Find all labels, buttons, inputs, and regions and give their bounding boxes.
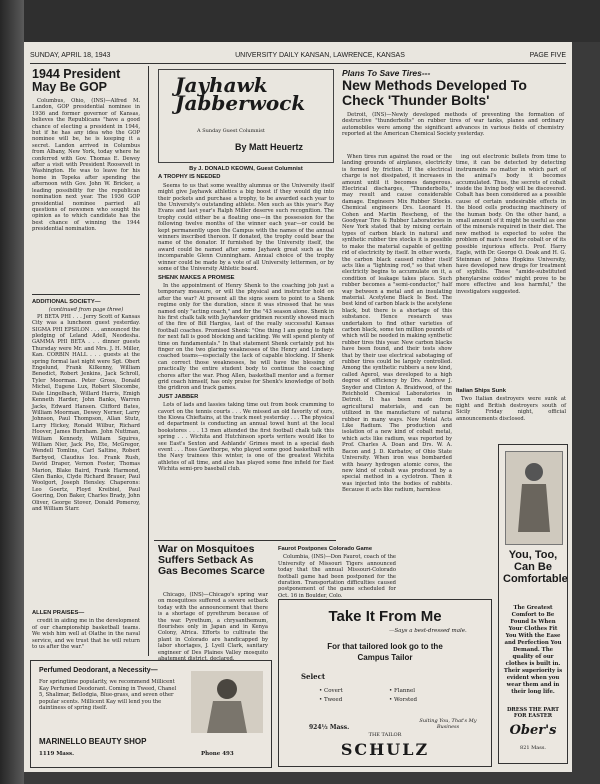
- option-label: Worsted: [394, 697, 418, 703]
- divider: [32, 294, 140, 295]
- obers-body: The Greatest Comfort to Be Found Is When Your Clothes Fit You With the Ease and Perfection You Demand. The quality of our clothes is built in. Their superiority is evident when you wear them and in their long life.: [503, 605, 563, 695]
- jayhawk-author: By Matt Heuertz: [235, 142, 304, 152]
- option-label: Flannel: [394, 688, 415, 694]
- thunderbolts-lead-text: Detroit, (INS)—Newly developed methods of preventing the formation of destructive "thunderbolts" on rubber tires of war tanks, planes and ordinary automobiles were among the significant advances in various fields of chemistry reported at the American Chemical Society yesterday.: [342, 112, 564, 138]
- mosquito-body: Chicago, (INS)—Chicago's spring war on mosquitoes suffered a severe setback today with the announcement that there is a shortage of pyrethrum because of the war. Pyrethum, a chrysanthemum, flourishes only in Japan and in Kenya Colony, Africa. Efforts to cultivate the plant in Colorado are handicapped by labor shortages, J. Lyell Clark, sanitary engineer of Des Plaines Valley mosquito: [158, 592, 268, 656]
- header-paper: UNIVERSITY DAILY KANSAN, LAWRENCE, KANSAS: [235, 52, 405, 59]
- column-rule: [148, 66, 149, 656]
- person-illustration-icon: [506, 452, 562, 544]
- headline-thunderbolts: New Methods Developed To Check 'Thunder Bolts': [342, 77, 527, 108]
- marinello-brand: MARINELLO BEAUTY SHOP: [39, 737, 147, 746]
- trophy-body: Seems to us that some wealthy alumnus or the University itself might give Jayhawk athletics a big boost if they would dig into their pockets and purchase a trophy, to be awarded each year to the University's outstanding athlete. Men such as this year's Ray Evans and last year's Ralph Miller deserve such recognition. The trophy could either be a floating one—in the possession for the following twelve months of the winner each year—or could be kept permanently upon the Campus with the names of the annual winners inscribed thereon. If donated, the trophy could bear the name of the donator. If furnished by the University itself, the award could be named after some Jayhawk great such as the incomparable Glenn Cunningham. Annual choice of the trophy winner could be made by a vote of all University lettermen, or by some of the University Athletic board.: [158, 182, 334, 273]
- takeit-select: Select: [301, 672, 326, 681]
- jayhawk-subtitle: A Sunday Guest Columnist: [197, 128, 265, 134]
- article-society: [32, 297, 140, 605]
- takeit-sub: —Says a best-dressed male.: [389, 628, 467, 634]
- takeit-suiting: Suiting You, That's My Business: [419, 718, 477, 730]
- takeit-line1: For that tailored look go to the: [327, 642, 443, 651]
- faurot-heading: Faurot Postpones Colorado Game: [278, 546, 373, 552]
- scan-border-left: [0, 0, 24, 784]
- article-allen: [32, 608, 140, 656]
- takeit-headline: Take It From Me: [328, 608, 442, 625]
- thunderbolts-col-a: [342, 154, 452, 597]
- scan-border-top: [0, 0, 600, 42]
- allen-body: credit in aiding me in the development of our championship basketball teams. We wish him well at Olathe in the naval service, and we trust that he will return to us after the war.": [32, 618, 140, 651]
- marinello-phone: Phone 493: [201, 751, 234, 757]
- option-covert: • Covert: [319, 688, 343, 694]
- ad-illustration: [505, 451, 563, 545]
- ad-obers: [498, 444, 568, 764]
- option-label: Tweed: [324, 697, 343, 703]
- takeit-address: 924½ Mass.: [309, 724, 350, 731]
- jayhawk-title: Jayhawk Jabberwock: [175, 73, 306, 115]
- thunderbolts-col-b-text: ing out electronic bullets from time to time, it can be detected by detecting instruments no matter in which part of the animal's body it becomes accumulated. Thus, the secrets of cobalt inside the living body will be discovered. Cobalt has been considered as a possible cause of certain undesirable effects in the blood cells producing machinery of the human body. On the other hand, a small amount of it might be useful as one of the minerals required in their diet. The new method is expected to solve the problem of man's need for cobalt or of its possible injurious effects. Prof. Harry Eagle, with Dr. George O. Doak and H. G. Steinman of Johns Hopkins University, have developed new drugs for treatment of syphilis. These "amide-substituted phenylarsine oxides" might prove to be more effective and less harmful," the investigators suggested.: [456, 154, 566, 295]
- thunderbolts-col-b: [456, 154, 566, 384]
- article-mosquitoes: [158, 592, 268, 654]
- takeit-brand: SCHULZ: [340, 740, 430, 759]
- society-continued: (continued from page three): [48, 307, 124, 314]
- society-body: PI BETA PHI . . . Jerry Scott of Kansas City was a luncheon guest yesterday. SIGMA PHI EPSILON . . . announced the pledging of Leland Adell, Neodesha. GAMMA PHI BETA . . . dinner guests Thursday were Mr. and Mrs. J. H. Miller, Kan. CORBIN HALL . . . guests at the spring formal last night were Sgt. Obert Engelund, Frank Kilkenny, William Benedict, Robert Jenkins, Jack Schroll, Tyler Moorman. Peter Gross, Donald Michel, Eugene Lux, Robert Slocombe, Dale Lingelbach, Willard Harris, Emigh Kenneth Harder, John Banks, Warren Jacks, Edward Hansen. Clifford Bates, William Moorman, Dewey Nerner, Larry Johnson, Paul Thompson, Allan Stutz, Larry Hickey, Ronald Wilbur, Richard Hoover, James Burnham. John Nuttman, William Kennedy, William Squires, William Nier, Jack Pio, Ete, McGregor, Wendell Tomlins, Carl Saltine, Robert Barbyod, Claudius Ice. Frank Rush, David Draper, Vernon Foster, Thomas Marion, Blake Baird, Frank Harmond, Glen Banks, Clyde Richard Brauer, Paul Woolgort, Joseph Hensley. Chaperons: Leo Goertz, Floyd Kreibiel, Paul Goering, Don Baker, Charles Brady, John Oliver, George Stover, Donald Pomeroy, and William Starr.: [32, 313, 140, 512]
- marinello-headline: Perfumed Deodorant, a Necessity—: [39, 667, 158, 674]
- newspaper-page: [24, 42, 572, 772]
- italian-heading: Italian Ships Sunk: [456, 388, 506, 394]
- shenk-body: In the appointment of Henry Shenk to the coaching job just a temporary measure, or will the physical and instructor hold on after the war? At present all the signs seem to point to a Shenk regime only for the duration, since it was stressed that he was named only "acting coach," and for the "43 season alone. Shenk in his first chalk talk with Jayhawker gridmen recently showed much of the fire of Bill Hargiss, last of the really successful Kansas football coaches. Promised Shenk: "One thing I am going to fight for next fall is good blocking and tackling. We will spend plenty of time on fundamentals." In that statement Shenk certainly put his finger on the two glaring weaknesses of the Henry and Lindsey-coached teams—especially the lack of capable blocking. If Shenk can correct those weaknesses, he will have the blessing of practically the entire student body to continue the coaching chores after the war. Phog Allen, basketball mentor and a former grid coach himself, has only praise for Shenk's knowledge of both the gridiron and track games.: [158, 282, 334, 392]
- header-page: PAGE FIVE: [529, 52, 566, 59]
- shenk-heading: SHENK MAKES A PROMISE: [158, 274, 235, 281]
- article-jayhawk: [158, 164, 334, 539]
- ad-illustration: [191, 671, 263, 733]
- obers-tagline: DRESS THE PART FOR EASTER: [506, 707, 560, 719]
- takeit-brand-pre: THE TAILOR: [368, 732, 402, 738]
- article-1944-president: [32, 98, 140, 293]
- thunderbolts-col-a-text: When tires run against the road or the landing grounds of airplanes, electricity is formed by friction. If the electrical charge is not dissipated, it increases in amount until it becomes dangerous. Electrical discharges, "Thunderbolts," may result and cause considerable damage. Engineers Mix Rubber Stocks. Chemical engineers Drs. Leonard H. Cohen and Martin Rescheng, of the Goodyear Tire & Rubber Laboratories in New York stated that by mixing certain types of carbon black in natural and synthetic rubber tire stocks it is possible to make the material capable of getting rid of electricity by itself. In other words, the carbon black caused rubber itself acts like a "lightning rod," so that when electricity begins to accumulate on it, a condition of leakage takes place. Such rubber becomes a "semi-conductor," half way between a metal and an insulating material. Acetylene Black Is Best. The best kind of carbon black is the acetylene black, but there is a shortage of this substance. Hence research was undertaken to find other varieties of carbon black, some ten million pounds of which will be needed in making synthetic rubber tires this year. New carbon blacks have been found, and their tests show that by their use electrical sabotaging of rubber tires could be largely controlled. Among the synthetic rubbers a new kind, called Agerol, was developed to a high degree of efficiency by Drs. Andrew J. Snyder and Clinton A. Braidwood, of the Reichhold Chemical Laboratories in Detroit. It has been made from agricultural materials, and can be utilized in the manufacture of natural rubber in many ways. New Metal Acts Like Radium. The production and isolation of a new kind of cobalt metal, which acts like radium, was reported by Prof. Charles A. Doan and Drs. W. A. Bacon and J. D. Kurbatov, of Ohio State University. When iron was bombarded with heavy hydrogen atomic cores, the new kind of cobalt was produced by a special method in a cyclotron. Then it was injected into the bodies of rabbits. Because it acts like radium, harmless: [342, 154, 452, 494]
- marinello-address: 1119 Mass.: [39, 751, 74, 757]
- jabber-body: Lots of lads and lassies taking time out from book cramming to cavort on the tennis courts . . . We missed an old favority of ours, the Kiowa Chieftains, at the track meet yesterday . . . The physical ed department is conducting an annual towel hunt at the local bookstores . . . 13 men attended the first football chalk talk this spring . . . Wichita and Hutchinson sports writers would like to see East's Sexton and Ashlands' Grimes meet in a special dash event . . . Ross Gawthorpe, who played some good basketball with the Navy trainees this winter, is one of the greatest Wichita athletes of all time, and also has played some fine infield for East Wichita semi-pro baseball club.: [158, 402, 334, 473]
- faurot-body: Columbia, (INS)—Don Faurot, coach of the University of Missouri Tigers announced today that the annual Missouri-Colorado football game had been postponed for the duration. Transportation difficulties caused postponement of the game scheduled for Oct. 16 in Boulder, Colo.: [278, 554, 396, 599]
- woman-illustration-icon: [191, 671, 263, 733]
- headline-1944-president: 1944 President May Be GOP: [32, 67, 121, 94]
- takeit-line2: Campus Tailor: [357, 653, 413, 662]
- obers-headline: You, Too, Can Be Comfortable: [503, 549, 568, 585]
- allen-heading: ALLEN PRAISES—: [32, 610, 85, 616]
- italian-body: Two Italian destroyers were sunk at night and British destroyers south of Sicily Friday night, official announcements disclosed.: [456, 396, 566, 422]
- divider: [154, 540, 336, 541]
- option-tweed: • Tweed: [319, 697, 343, 703]
- jayhawk-column-header: [158, 69, 334, 163]
- obers-address: 821 Mass.: [520, 745, 546, 751]
- header-date: SUNDAY, APRIL 18, 1943: [30, 52, 111, 59]
- thunderbolts-lead: [342, 112, 564, 152]
- kicker-plans-to-save-tires: Plans To Save Tires---: [342, 68, 431, 78]
- option-flannel: • Flannel: [389, 688, 415, 694]
- headline-mosquitoes: War on Mosquitoes Suffers Setback As Gas Becomes Scarce: [158, 543, 265, 577]
- option-worsted: • Worsted: [389, 697, 418, 703]
- obers-logo: Ober's: [509, 723, 557, 738]
- page-header: [30, 52, 566, 64]
- article-italian-ships: [456, 386, 566, 440]
- marinello-body: For springtime popularity, we recommend Millicent Kay Perfumed Deodorant. Coming in Tweed, Chanel 5, Shalimar, Bellodgia, Blue-grass, and seven other popular scents. Millicent Kay will lend you the daintiness of spring itself.: [39, 679, 177, 711]
- option-label: Covert: [324, 688, 343, 694]
- jayhawk-byline: By J. DONALD KEOWN, Guest Columnist: [189, 166, 303, 172]
- article-1944-body: Columbus, Ohio, (INS)—Alfred M. Landon, GOP presidential nominee in 1936 and former governor of Kansas, believes the Republicans "have a good chance of electing a president in 1944, but if he has any idea who the GOP nominee will be, he is keeping it a secret. Landon arrived in Columbus from Albany, New York, today where he conferred with Gov. Thomas E. Dewey after a visit with President Roosevelt in Washington. He was to leave for his home in Topeka after spending the afternoon with Gov. John W. Bricker, a leading possibility for the republican nomination next year. The 1936 GOP presidential nominee parried all questions of newsmen who sought his opinion as to which candidate has the best chance of winning the 1944 presidential nomination.: [32, 98, 140, 233]
- ad-schulz-tailor: [278, 599, 492, 767]
- jabber-heading: JUST JABBER: [158, 393, 199, 400]
- trophy-heading: A TROPHY IS NEEDED: [158, 174, 221, 181]
- society-heading: ADDITIONAL SOCIETY—: [32, 299, 101, 305]
- ad-marinello: [30, 660, 272, 768]
